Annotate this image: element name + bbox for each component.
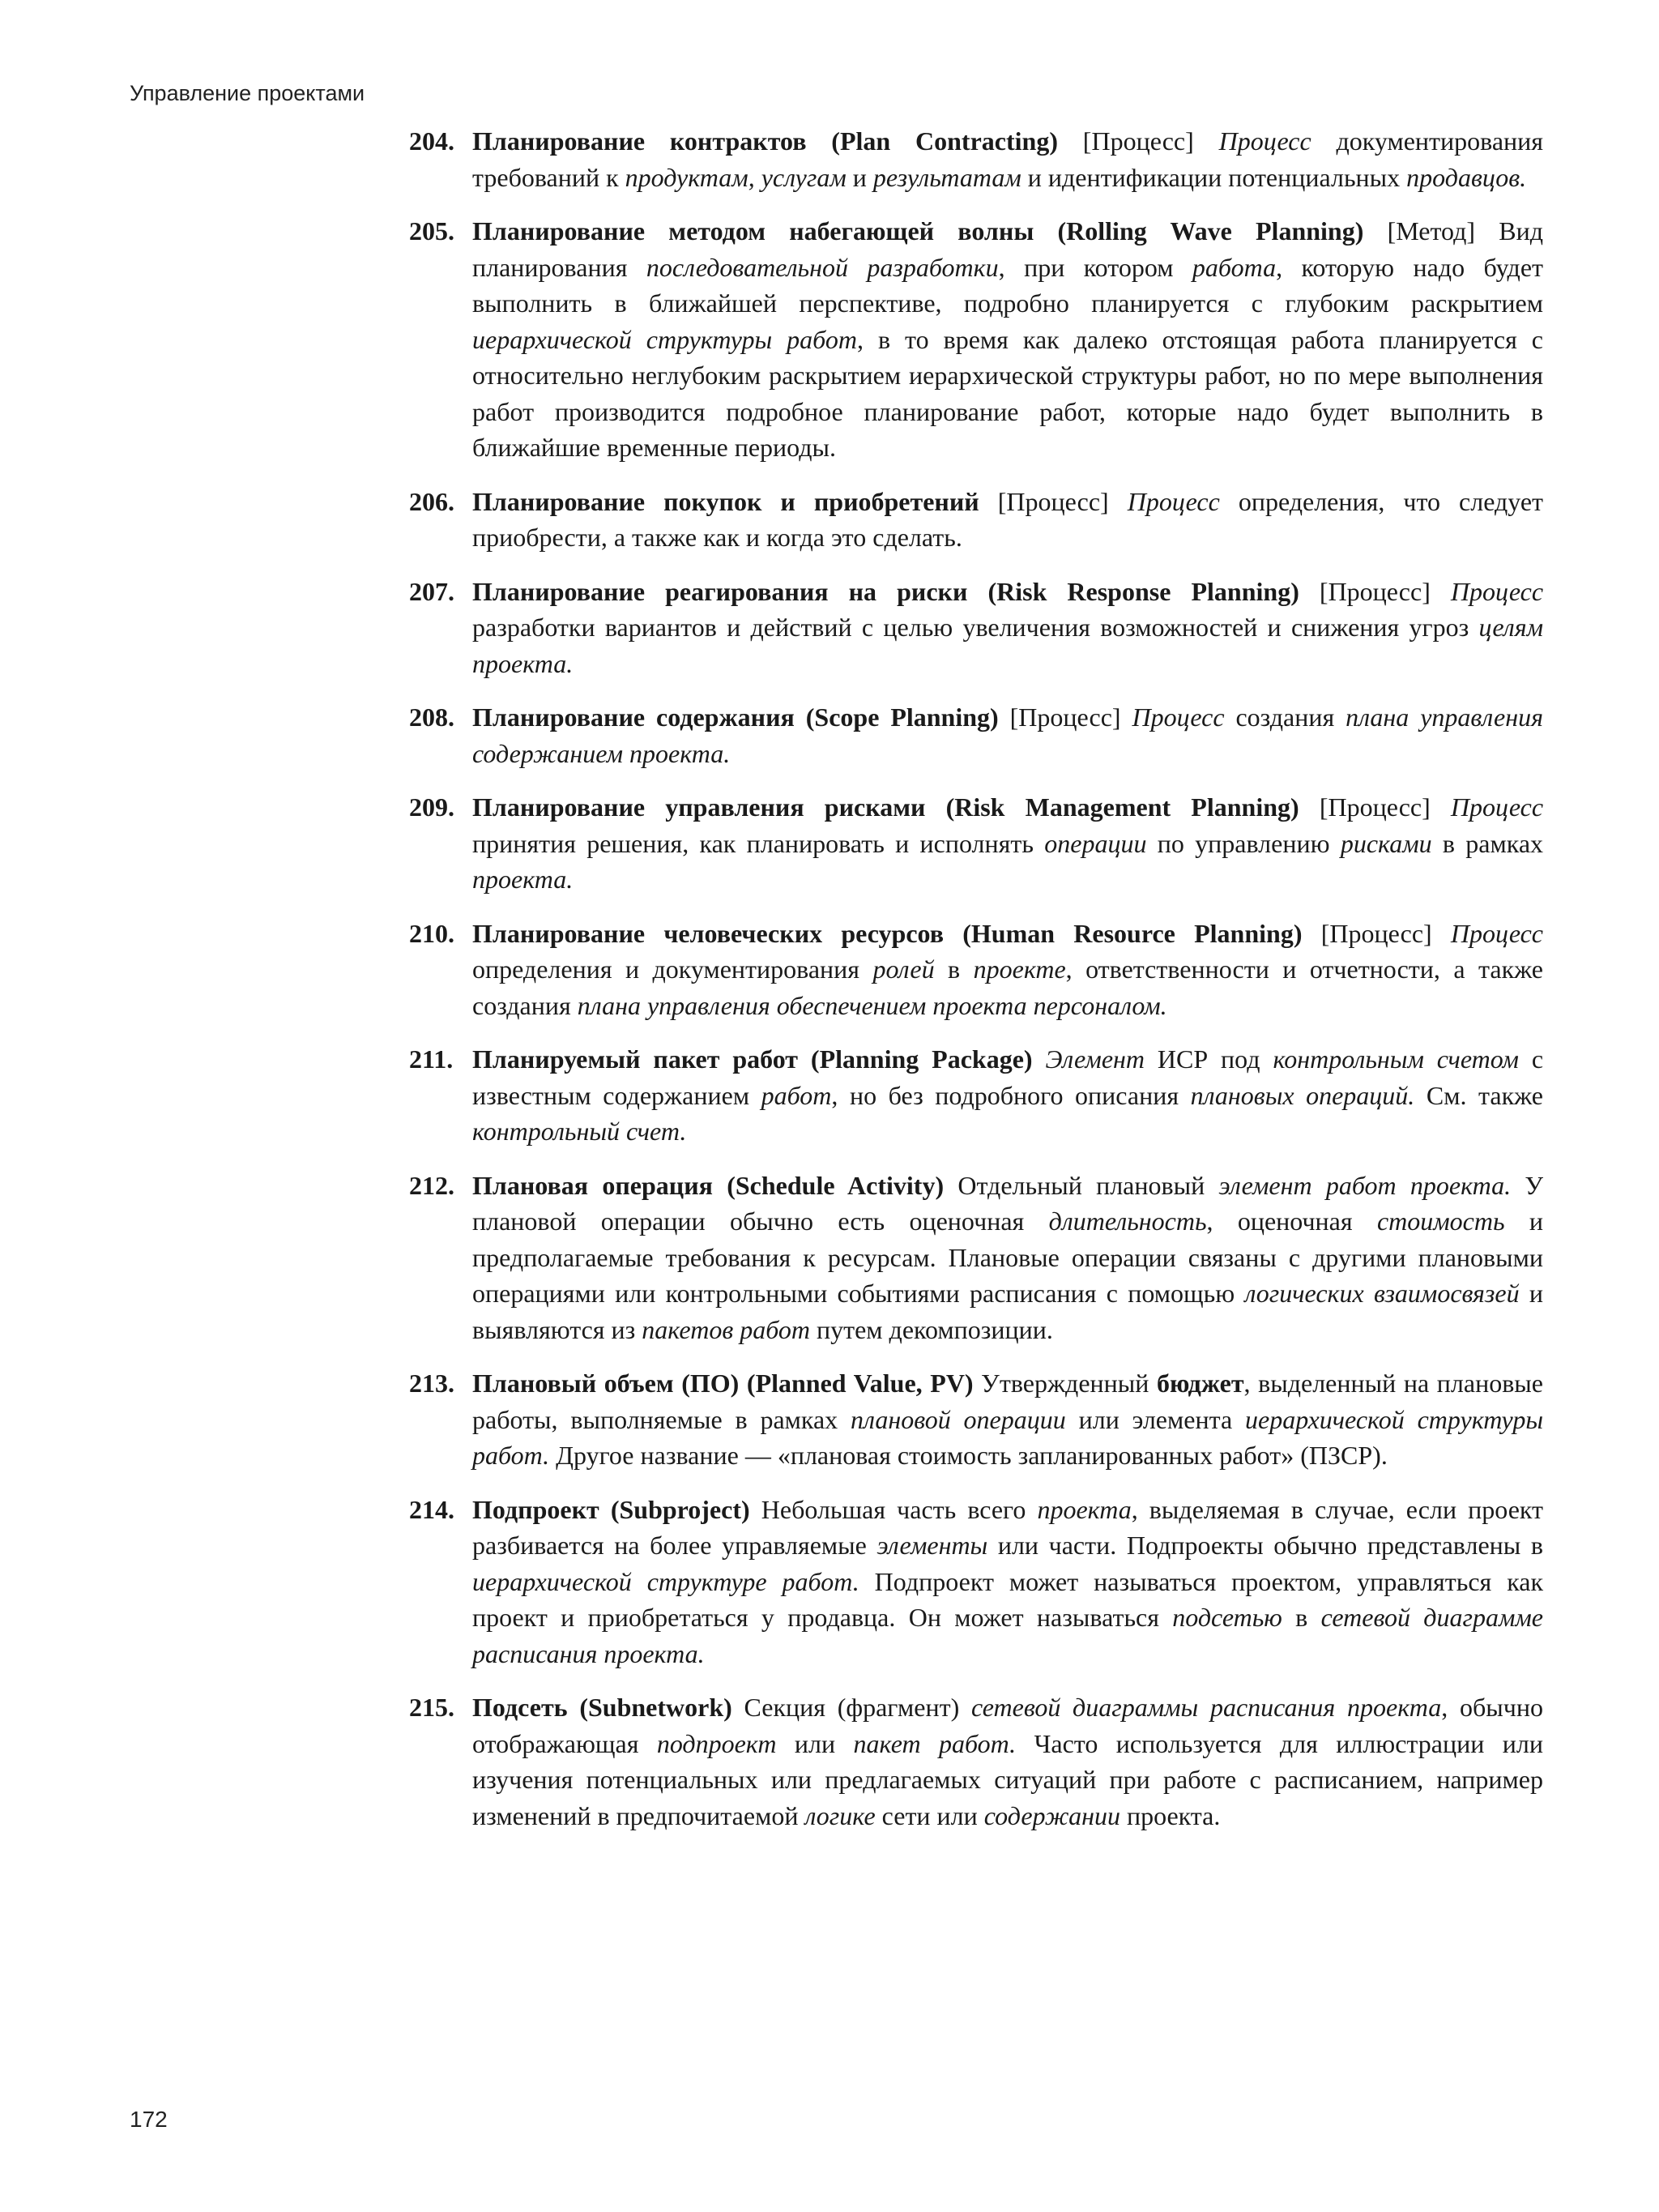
entry-number: 215.	[409, 1693, 454, 1722]
entry-text-run: , оценочная	[1206, 1206, 1377, 1236]
entry-term: Планирование контрактов (Plan Contracting)	[472, 126, 1058, 156]
entry-text-run: в рамках	[1431, 828, 1544, 858]
entry-reference: продуктам, услугам	[625, 162, 847, 192]
glossary-entry	[409, 1689, 1543, 1834]
entry-text	[472, 123, 1543, 195]
entry-reference: иерархической структуры работ.	[472, 1404, 1544, 1470]
entry-reference: последовательной разработки	[646, 252, 999, 282]
entry-text-run: Секция (фрагмент)	[731, 1693, 971, 1722]
entry-reference: стоимость	[1376, 1206, 1505, 1236]
entry-text	[472, 1168, 1543, 1348]
entry-reference: проекта	[1037, 1494, 1132, 1524]
entry-term: Планирование человеческих ресурсов (Human Resource Planning)	[472, 918, 1303, 948]
entry-reference: логике	[804, 1800, 876, 1830]
entry-text-run: [Процесс]	[979, 486, 1128, 516]
entry-term: Подпроект (Subproject)	[472, 1494, 750, 1524]
glossary-entry	[409, 1492, 1543, 1672]
entry-number: 206.	[409, 486, 454, 516]
entry-reference: Элемент	[1045, 1044, 1145, 1074]
entry-text-run: , обычно отображающая	[472, 1693, 1544, 1758]
glossary-entry	[409, 1041, 1543, 1150]
entry-reference: Процесс	[1450, 792, 1544, 822]
entry-text-run: разработки вариантов и действий с целью увеличения возможностей и снижения угроз	[472, 613, 1479, 642]
entry-term: Планирование реагирования на риски (Risk Response Planning)	[472, 576, 1299, 606]
entry-text-run: [Процесс]	[998, 702, 1132, 732]
entry-number: 210.	[409, 918, 454, 948]
entry-reference: подсетью	[1172, 1603, 1282, 1632]
entry-text-run: по управлению	[1146, 828, 1341, 858]
entry-reference: продавцов.	[1406, 162, 1527, 192]
glossary-entries	[409, 123, 1543, 1851]
glossary-entry	[409, 123, 1543, 195]
glossary-entry	[409, 213, 1543, 466]
entry-text-run: с известным содержанием	[472, 1044, 1544, 1110]
entry-reference: пакет работ.	[853, 1728, 1017, 1758]
entry-reference: контрольный счет.	[472, 1117, 687, 1146]
entry-text-run: определения и документирования	[472, 954, 873, 984]
entry-text	[472, 484, 1543, 556]
entry-text-run: Утвержденный	[973, 1369, 1158, 1398]
entry-text	[472, 1041, 1543, 1150]
entry-term: Плановая операция (Schedule Activity)	[472, 1170, 945, 1200]
glossary-entry	[409, 484, 1543, 556]
entry-text-run: См. также	[1414, 1080, 1544, 1110]
entry-reference: пакетов работ	[642, 1314, 810, 1344]
entry-reference: иерархической структуре работ.	[472, 1566, 859, 1596]
entry-text-run: путем декомпозиции.	[809, 1314, 1053, 1344]
entry-text-run: Часто используется для иллюстрации или изучения потенциальных или предлагаемых ситуаций при работе с расписанием, например изменений в предпочитаемой	[472, 1728, 1543, 1830]
entry-reference: длительность	[1048, 1206, 1207, 1236]
entry-number: 214.	[409, 1494, 454, 1524]
entry-text-run: создания	[1224, 702, 1346, 732]
entry-text	[472, 1492, 1543, 1672]
glossary-entry	[409, 916, 1543, 1024]
entry-term: Плановый объем (ПО) (Planned Value, PV)	[472, 1369, 974, 1398]
entry-number: 207.	[409, 576, 454, 606]
entry-reference: плановых операций.	[1190, 1080, 1415, 1110]
entry-text	[472, 574, 1543, 682]
entry-number: 204.	[409, 126, 454, 156]
entry-text-run: проекта.	[1120, 1800, 1221, 1830]
entry-text-run: [Процесс]	[1299, 576, 1451, 606]
entry-reference: Процесс	[1450, 576, 1544, 606]
entry-text-run: ИСР под	[1145, 1044, 1273, 1074]
entry-reference: проекте	[973, 954, 1066, 984]
entry-text	[472, 789, 1543, 898]
entry-number: 211.	[409, 1044, 454, 1074]
entry-reference: контрольным счетом	[1273, 1044, 1519, 1074]
entry-number: 212.	[409, 1170, 454, 1200]
entry-text	[472, 1365, 1543, 1474]
entry-text-run: Небольшая часть всего	[749, 1494, 1038, 1524]
entry-reference: подпроект	[656, 1728, 777, 1758]
entry-term: Планирование покупок и приобретений	[472, 486, 979, 516]
entry-text-run: или элемента	[1065, 1404, 1245, 1434]
entry-text	[472, 916, 1543, 1024]
entry-text-run: Другое название — «плановая стоимость запланированных работ» (ПЗСР).	[549, 1441, 1388, 1470]
entry-text-run: [Метод] Вид планирования	[472, 216, 1544, 282]
entry-reference: рисками	[1340, 828, 1432, 858]
entry-reference: проекта.	[472, 865, 574, 894]
glossary-entry	[409, 1365, 1543, 1474]
page-number: 172	[130, 2107, 168, 2132]
entry-text-run: или	[776, 1728, 854, 1758]
glossary-entry	[409, 574, 1543, 682]
entry-reference: элемент работ проекта.	[1218, 1170, 1512, 1200]
entry-text-run: Отдельный плановый	[944, 1170, 1219, 1200]
entry-reference: Процесс	[1218, 126, 1311, 156]
entry-text-run: в	[1282, 1603, 1321, 1632]
entry-term: Планирование управления рисками (Risk Management Planning)	[472, 792, 1299, 822]
entry-term: Планируемый пакет работ (Planning Package)	[472, 1044, 1033, 1074]
entry-reference: плановой операции	[851, 1404, 1066, 1434]
entry-text-run: [Процесс]	[1302, 918, 1451, 948]
entry-text-run: и идентификации потенциальных	[1021, 162, 1407, 192]
entry-reference: ролей	[872, 954, 935, 984]
entry-text-run: , выделяемая в случае, если проект разбивается на более управляемые	[472, 1494, 1544, 1560]
entry-reference: Процесс	[1450, 918, 1543, 948]
entry-reference: работ	[761, 1080, 832, 1110]
entry-text-run: , выделенный на плановые работы, выполняемые в рамках	[472, 1369, 1544, 1434]
entry-text-run: , которую надо будет выполнить в ближайшей перспективе, подробно планируется с глубоким раскрытием	[472, 252, 1544, 318]
entry-reference: логических взаимосвязей	[1244, 1279, 1520, 1308]
entry-text-run: и выявляются из	[472, 1279, 1544, 1344]
entry-number: 205.	[409, 216, 454, 246]
entry-text-run	[1033, 1044, 1046, 1074]
entry-reference: элементы	[876, 1531, 988, 1560]
entry-text-run: и предполагаемые требования к ресурсам. Плановые операции связаны с другими плановыми операциями или контрольными событиями расписания с помощью	[472, 1206, 1544, 1308]
entry-reference: сетевой диаграмме расписания проекта.	[472, 1603, 1543, 1668]
entry-reference: работа	[1192, 252, 1277, 282]
entry-text	[472, 213, 1543, 466]
entry-term: Планирование методом набегающей волны (Rolling Wave Planning)	[472, 216, 1364, 246]
entry-reference: содержании	[983, 1800, 1120, 1830]
entry-reference: Процесс	[1127, 486, 1220, 516]
entry-reference: Процесс	[1132, 702, 1225, 732]
entry-text-run: документирования требований к	[472, 126, 1544, 192]
entry-text-run: , ответственности и отчетности, а также создания	[472, 954, 1544, 1020]
entry-term: бюджет	[1157, 1369, 1244, 1398]
entry-term: Планирование содержания (Scope Planning)	[472, 702, 999, 732]
entry-text-run: определения, что следует приобрести, а также как и когда это сделать.	[472, 486, 1544, 552]
entry-text-run: , но без подробного описания	[831, 1080, 1191, 1110]
entry-text-run: принятия решения, как планировать и исполнять	[472, 828, 1045, 858]
entry-text-run: У плановой операции обычно есть оценочная	[472, 1170, 1544, 1236]
entry-text-run: [Процесс]	[1057, 126, 1219, 156]
entry-text-run: или части. Подпроекты обычно представлены в	[987, 1531, 1544, 1560]
entry-number: 208.	[409, 702, 454, 732]
glossary-entry	[409, 789, 1543, 898]
entry-number: 209.	[409, 792, 454, 822]
entry-term: Подсеть (Subnetwork)	[472, 1693, 732, 1722]
running-head: Управление проектами	[130, 81, 365, 105]
entry-number: 213.	[409, 1369, 454, 1398]
entry-text-run: , при котором	[998, 252, 1192, 282]
entry-reference: иерархической структуры работ	[472, 324, 857, 354]
entry-reference: сетевой диаграммы расписания проекта	[970, 1693, 1442, 1722]
entry-reference: операции	[1044, 828, 1147, 858]
glossary-entry	[409, 1168, 1543, 1348]
entry-reference: плана управления обеспечением проекта персоналом.	[577, 990, 1167, 1020]
entry-text-run: Подпроект может называться проектом, управляться как проект и приобретаться у продавца. Он может называться	[472, 1566, 1544, 1632]
entry-text-run: сети или	[875, 1800, 984, 1830]
entry-reference: результатам	[872, 162, 1021, 192]
entry-reference: плана управления содержанием проекта.	[472, 702, 1543, 768]
entry-text-run: , в то время как далеко отстоящая работа планируется с относительно неглубоким раскрытием иерархической структуры работ, но по мере выполнения работ производится подробное планирование работ, которые надо будет выполнить в ближайшие временные периоды.	[472, 324, 1544, 462]
entry-text	[472, 1689, 1543, 1834]
glossary-entry	[409, 699, 1543, 771]
entry-text	[472, 699, 1543, 771]
entry-text-run: в	[934, 954, 974, 984]
entry-reference: целям проекта.	[472, 613, 1543, 678]
entry-text-run: [Процесс]	[1299, 792, 1451, 822]
entry-text-run: и	[846, 162, 873, 192]
